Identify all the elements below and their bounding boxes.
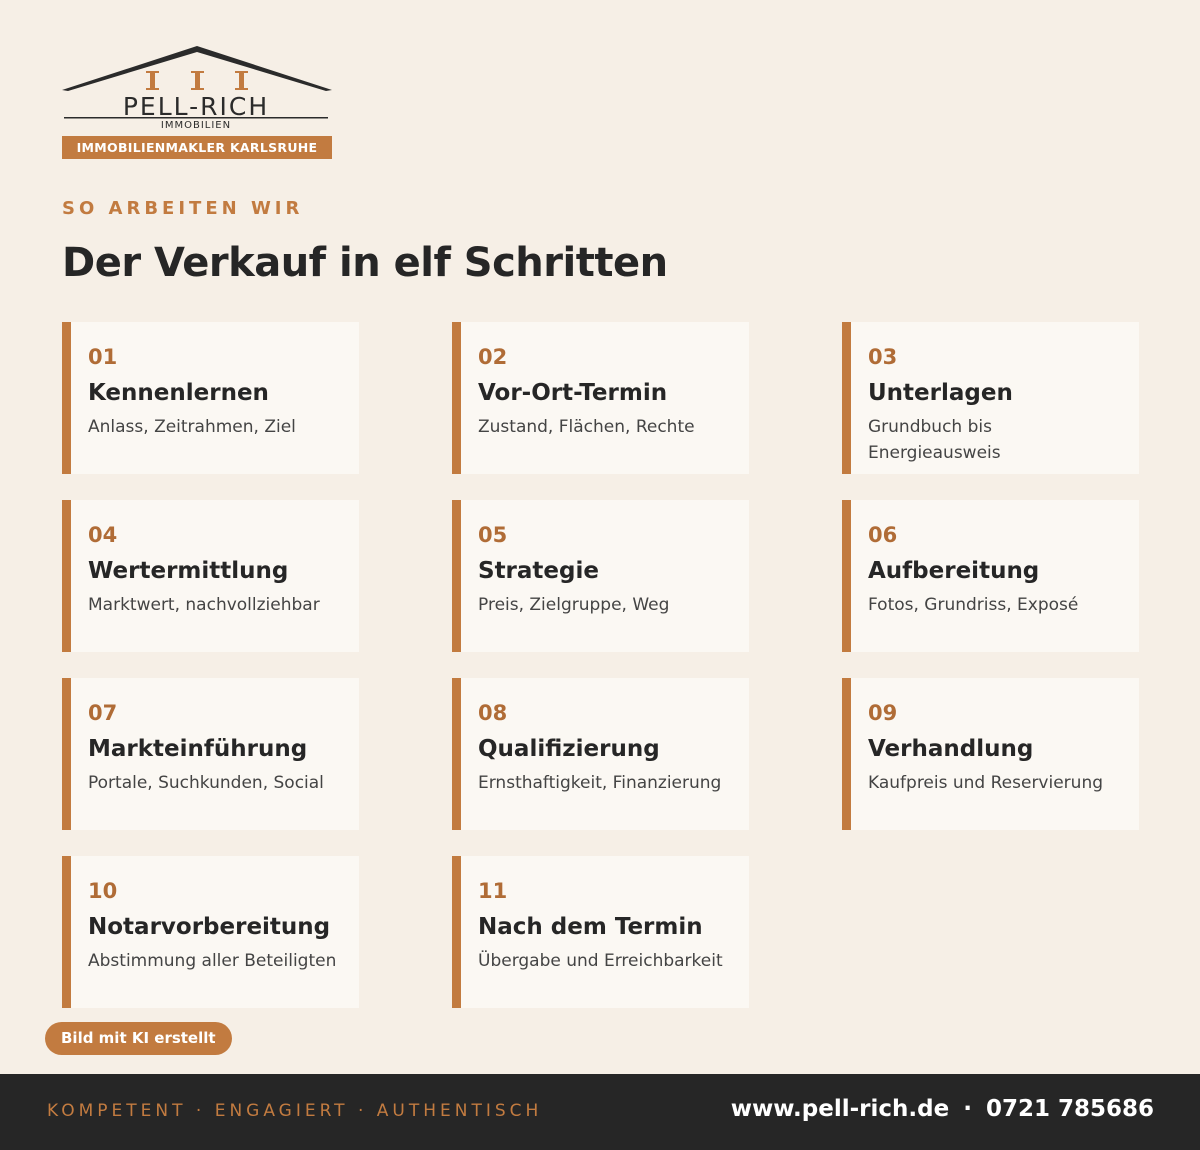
step-number: 04 [88, 523, 118, 547]
step-description: Abstimmung aller Beteiligten [88, 951, 337, 971]
step-title: Kennenlernen [88, 380, 269, 406]
step-description: Ernsthaftigkeit, Finanzierung [478, 773, 722, 793]
step-title: Strategie [478, 558, 599, 584]
logo-subtitle: IMMOBILIEN [160, 120, 232, 131]
step-number: 08 [478, 701, 508, 725]
step-title: Verhandlung [868, 736, 1034, 762]
step-title: Qualifizierung [478, 736, 660, 762]
step-description: Marktwert, nachvollziehbar [88, 595, 320, 615]
step-number: 10 [88, 879, 118, 903]
step-number: 02 [478, 345, 508, 369]
step-number: 11 [478, 879, 508, 903]
ai-generated-badge: Bild mit KI erstellt [45, 1022, 232, 1055]
step-description: Übergabe und Erreichbarkeit [478, 951, 723, 971]
footer-tagline: KOMPETENT · ENGAGIERT · AUTHENTISCH [47, 1101, 543, 1121]
logo-band: IMMOBILIENMAKLER KARLSRUHE [62, 136, 332, 159]
footer-contact [731, 1096, 1154, 1122]
logo-name: PELL-RICH [122, 92, 270, 121]
step-number: 03 [868, 345, 898, 369]
step-description: Preis, Zielgruppe, Weg [478, 595, 670, 615]
step-description: Anlass, Zeitrahmen, Ziel [88, 417, 296, 437]
company-logo [60, 44, 335, 162]
step-card [842, 500, 1139, 652]
step-number: 09 [868, 701, 898, 725]
step-description: Zustand, Flächen, Rechte [478, 417, 695, 437]
step-card [62, 322, 359, 474]
step-card [842, 322, 1139, 474]
step-card [452, 856, 749, 1008]
contact-separator: · [963, 1096, 972, 1122]
step-number: 01 [88, 345, 118, 369]
steps-grid [62, 322, 1139, 1008]
phone-number[interactable]: 0721 785686 [985, 1096, 1154, 1122]
step-card [452, 322, 749, 474]
step-number: 07 [88, 701, 118, 725]
step-card [62, 500, 359, 652]
step-description: Kaufpreis und Reservierung [868, 773, 1104, 793]
step-number: 05 [478, 523, 508, 547]
section-kicker: SO ARBEITEN WIR [62, 198, 304, 219]
step-card [452, 678, 749, 830]
step-description: Grundbuch bis Energieausweis [868, 417, 1001, 463]
step-number: 06 [868, 523, 898, 547]
step-card [62, 678, 359, 830]
step-description: Portale, Suchkunden, Social [88, 773, 324, 793]
step-description: Fotos, Grundriss, Exposé [868, 595, 1079, 615]
step-title: Markteinführung [88, 736, 308, 762]
step-card [842, 678, 1139, 830]
step-title: Nach dem Termin [478, 914, 703, 940]
step-title: Notarvorbereitung [88, 914, 331, 940]
step-title: Wertermittlung [88, 558, 289, 584]
footer-bar [0, 1074, 1200, 1150]
step-title: Vor-Ort-Termin [478, 380, 668, 406]
step-title: Unterlagen [868, 380, 1013, 406]
step-card [62, 856, 359, 1008]
step-title: Aufbereitung [868, 558, 1040, 584]
website-link[interactable]: www.pell-rich.de [730, 1096, 950, 1122]
step-card [452, 500, 749, 652]
page-title: Der Verkauf in elf Schritten [62, 240, 668, 286]
